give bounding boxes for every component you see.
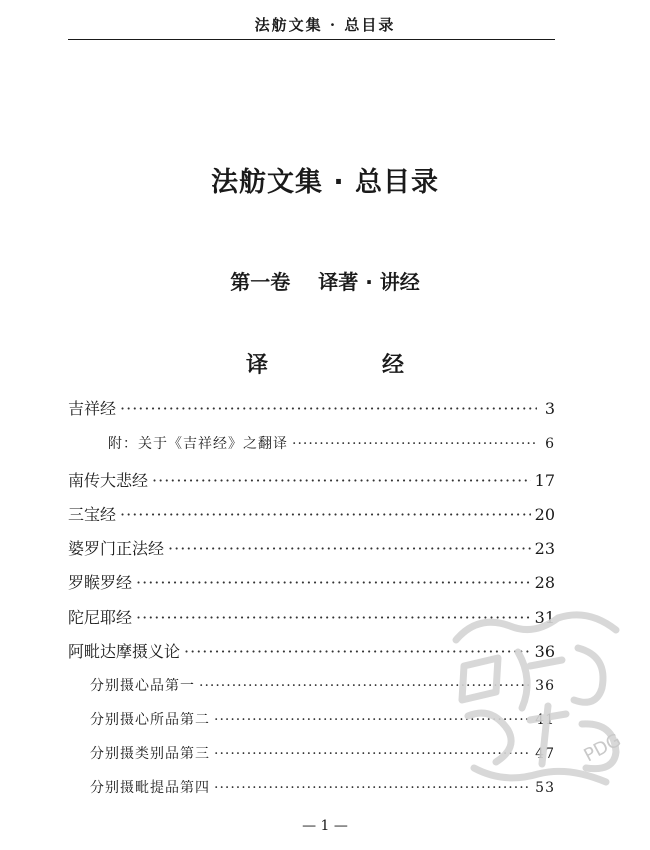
toc-entry-page: 47	[535, 746, 555, 762]
toc-entry-title: 阿毗达摩摄义论	[68, 642, 181, 661]
toc-entry-title: 陀尼耶经	[68, 608, 133, 627]
toc-leader-dots	[168, 537, 531, 561]
page-title: 法舫文集 · 总目录	[210, 167, 440, 198]
toc-entry-page: 17	[534, 471, 555, 490]
toc-entry	[68, 606, 555, 630]
toc-entry-page: 23	[534, 539, 555, 558]
toc-entry	[90, 708, 555, 732]
page-number: — 1 —	[302, 818, 348, 834]
toc-entry	[90, 674, 555, 698]
toc-leader-dots	[184, 640, 531, 664]
toc-entry	[68, 469, 555, 493]
toc-entry-title: 罗睺罗经	[68, 573, 133, 592]
toc-leader-dots	[199, 674, 531, 698]
toc-entry-title: 吉祥经	[68, 399, 117, 418]
toc-entry-title: 南传大悲经	[68, 471, 149, 490]
toc-entry	[68, 571, 555, 595]
toc-entry-page: 20	[534, 505, 555, 524]
toc-entry-title: 分别摄类别品第三	[90, 746, 210, 762]
toc-leader-dots	[152, 469, 531, 493]
toc-entry-page: 3	[544, 399, 555, 418]
toc-leader-dots	[136, 606, 531, 630]
toc-entry-title: 分别摄毗提品第四	[90, 780, 210, 796]
toc-entry	[68, 397, 555, 421]
toc-leader-dots	[120, 503, 531, 527]
toc-entry-page: 53	[535, 780, 555, 796]
running-head: 法舫文集 · 总目录	[254, 16, 396, 34]
toc-leader-dots	[120, 397, 537, 421]
toc-entry-title: 分别摄心品第一	[90, 678, 195, 694]
toc-entry	[68, 503, 555, 527]
toc-leader-dots	[214, 742, 531, 766]
toc-entry-title: 婆罗门正法经	[68, 539, 165, 558]
toc-entry-page: 41	[535, 712, 555, 728]
toc-leader-dots	[214, 776, 531, 800]
toc-entry	[90, 742, 555, 766]
toc-entry-title: 三宝经	[68, 505, 117, 524]
toc-entry	[90, 776, 555, 800]
toc-entry-page: 6	[545, 436, 555, 452]
toc-entry	[68, 537, 555, 561]
watermark-text: PDG	[580, 729, 625, 767]
volume-label: 第一卷	[230, 270, 291, 294]
toc-entry-page: 28	[534, 573, 555, 592]
toc-leader-dots	[292, 432, 537, 456]
toc-entry	[68, 640, 555, 664]
toc-entry-title: 附：关于《吉祥经》之翻译	[108, 436, 288, 452]
toc-entry-page: 31	[534, 608, 555, 627]
toc-leader-dots	[214, 708, 531, 732]
toc-entry	[108, 432, 555, 456]
toc-entry-page: 36	[534, 642, 555, 661]
toc-entry-title: 分别摄心所品第二	[90, 712, 210, 728]
toc-leader-dots	[136, 571, 531, 595]
toc-entry-page: 36	[535, 678, 555, 694]
section-heading: 译 经	[245, 353, 450, 378]
volume-subtitle: 译著 · 讲经	[318, 270, 420, 294]
